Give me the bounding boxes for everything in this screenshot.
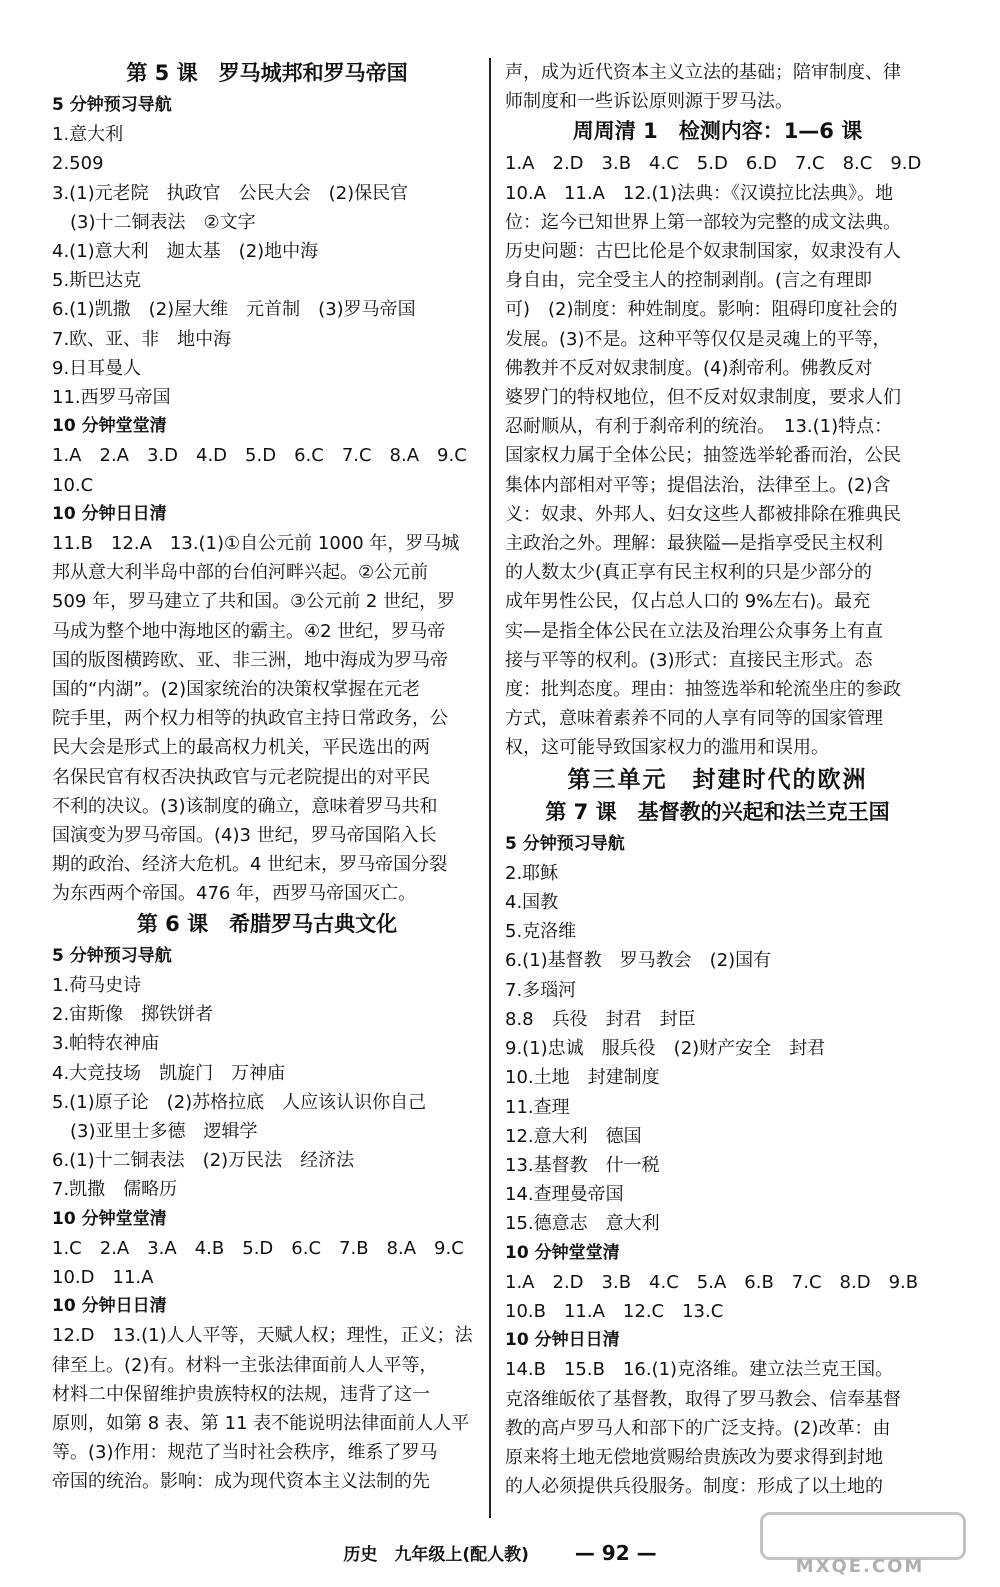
answer-line: 为东西两个帝国。476 年，西罗马帝国灭亡。 <box>52 883 417 905</box>
section-heading: 5 分钟预习导航 <box>52 95 172 115</box>
right-column <box>505 58 930 1501</box>
answer-line: 10.D 11.A <box>52 1266 154 1288</box>
answer-line: 材料二中保留维护贵族特权的法规，违背了这一 <box>52 1383 430 1405</box>
answer-line: 4.大竞技场 凯旋门 万神庙 <box>52 1062 286 1084</box>
answer-line: 12.意大利 德国 <box>505 1125 642 1147</box>
answer-line: 4.(1)意大利 迦太基 (2)地中海 <box>52 241 319 263</box>
answer-line: 国家权力属于全体公民；抽签选举轮番而治，公民 <box>505 445 901 467</box>
watermark-logo <box>760 1512 960 1577</box>
lesson-title: 第 6 课 希腊罗马古典文化 <box>136 911 398 936</box>
section-heading: 10 分钟日日清 <box>505 1330 620 1351</box>
section-heading: 5 分钟预习导航 <box>505 833 625 854</box>
answer-line: 发展。(3)不是。这种平等仅仅是灵魂上的平等， <box>505 328 891 350</box>
answer-line: 9.(1)忠诚 服兵役 (2)财产安全 封君 <box>505 1038 826 1060</box>
answer-line: 实—是指全体公民在立法及治理公众事务上有直 <box>505 620 883 642</box>
answer-line: 佛教并不反对奴隶制度。(4)刹帝利。佛教反对 <box>505 357 873 379</box>
answer-line: 1.荷马史诗 <box>52 974 142 996</box>
answer-line: (3)亚里士多德 逻辑学 <box>70 1120 258 1142</box>
answer-line: 8.8 兵役 封君 封臣 <box>505 1008 696 1030</box>
answer-line: 3.(1)元老院 执政官 公民大会 (2)保民官 <box>52 182 409 204</box>
answer-line: 2.耶稣 <box>505 862 559 884</box>
answer-line: 2.509 <box>52 153 104 175</box>
section-heading: 10 分钟日日清 <box>52 1296 167 1317</box>
answer-line: 10.A 11.A 12.(1)法典：《汉谟拉比法典》。地 <box>505 182 894 204</box>
answer-line: 忍耐顺从，有利于刹帝利的统治。 13.(1)特点： <box>505 416 893 438</box>
answer-line: 1.意大利 <box>52 124 124 146</box>
answer-line: 原来将土地无偿地赏赐给贵族改为要求得到封地 <box>505 1446 883 1468</box>
watermark-url: MXQE.COM <box>795 1556 925 1577</box>
answer-line: 9.日耳曼人 <box>52 357 142 379</box>
answer-line: 6.(1)凯撒 (2)屋大维 元首制 (3)罗马帝国 <box>52 299 416 321</box>
answer-line: 509 年，罗马建立了共和国。③公元前 2 世纪，罗 <box>52 591 456 613</box>
answer-line: 5.克洛维 <box>505 921 577 943</box>
section-heading: 10 分钟堂堂清 <box>52 416 167 437</box>
answer-line: 马成为整个地中海地区的霸主。④2 世纪，罗马帝 <box>52 620 446 642</box>
answer-line: 院手里，两个权力相等的执政官主持日常政务，公 <box>52 708 448 730</box>
page-number: — 92 — <box>574 1541 657 1565</box>
answer-line: 13.基督教 什一税 <box>505 1154 660 1176</box>
answer-line: 身自由，完全受主人的控制剥削。(言之有理即 <box>505 270 873 292</box>
answer-line: 1.C 2.A 3.A 4.B 5.D 6.C 7.B 8.A 9.C <box>52 1237 464 1259</box>
column-divider <box>489 58 491 1518</box>
answer-line: 7.多瑙河 <box>505 979 577 1001</box>
answer-line: 的人必须提供兵役服务。制度：形成了以土地的 <box>505 1476 883 1498</box>
unit-title: 第三单元 封建时代的欧洲 <box>567 766 868 793</box>
answer-line: 等。(3)作用：规范了当时社会秩序，维系了罗马 <box>52 1442 438 1464</box>
answer-line: 10.C <box>52 474 94 496</box>
answer-line: 集体内部相对平等；提倡法治，法律至上。(2)含 <box>505 474 891 496</box>
answer-line: 克洛维皈依了基督教，取得了罗马教会、信奉基督 <box>505 1388 901 1410</box>
answer-line: 7.欧、亚、非 地中海 <box>52 328 232 350</box>
answer-line: 师制度和一些诉讼原则源于罗马法。 <box>505 91 793 113</box>
lesson-title: 周周清 1 检测内容：1—6 课 <box>572 119 863 144</box>
watermark-badge <box>760 1512 966 1560</box>
answer-line: 2.宙斯像 掷铁饼者 <box>52 1004 214 1026</box>
answer-line: 的人数太少(真正享有民主权利的只是少部分的 <box>505 562 873 584</box>
answer-line: 5.斯巴达克 <box>52 270 142 292</box>
lesson-title: 第 5 课 罗马城邦和罗马帝国 <box>126 61 408 85</box>
answer-line: 11.查理 <box>505 1096 570 1118</box>
answer-line: (3)十二铜表法 ②文字 <box>70 211 256 233</box>
answer-line: 婆罗门的特权地位，但不反对奴隶制度，要求人们 <box>505 387 901 409</box>
answer-line: 4.国教 <box>505 892 559 914</box>
answer-line: 14.查理曼帝国 <box>505 1184 624 1206</box>
answer-line: 声，成为近代资本主义立法的基础；陪审制度、律 <box>505 62 901 83</box>
answer-line: 1.A 2.D 3.B 4.C 5.A 6.B 7.C 8.D 9.B <box>505 1271 919 1293</box>
answer-line: 律至上。(2)有。材料一主张法律面前人人平等， <box>52 1354 438 1376</box>
section-heading: 10 分钟堂堂清 <box>505 1242 620 1263</box>
section-heading: 5 分钟预习导航 <box>52 945 172 966</box>
answer-line: 成年男性公民，仅占总人口的 9%左右)。最充 <box>505 591 871 613</box>
answer-line: 5.(1)原子论 (2)苏格拉底 人应该认识你自己 <box>52 1091 427 1113</box>
footer-subject: 历史 九年级上(配人教) <box>343 1545 529 1565</box>
answer-line: 7.凯撒 儒略历 <box>52 1179 178 1201</box>
answer-line: 义：奴隶、外邦人、妇女这些人都被排除在雅典民 <box>505 503 901 525</box>
answer-line: 国演变为罗马帝国。(4)3 世纪，罗马帝国陷入长 <box>52 825 437 847</box>
answer-line: 期的政治、经济大危机。4 世纪末，罗马帝国分裂 <box>52 854 448 876</box>
answer-line: 15.德意志 意大利 <box>505 1213 660 1235</box>
answer-line: 主政治之外。理解：最狭隘—是指享受民主权利 <box>505 533 883 555</box>
answer-line: 10.B 11.A 12.C 13.C <box>505 1300 724 1322</box>
answer-line: 名保民官有权否决执政官与元老院提出的对平民 <box>52 766 430 788</box>
answer-line: 权，这可能导致国家权力的滥用和误用。 <box>505 737 829 759</box>
answer-line: 帝国的统治。影响：成为现代资本主义法制的先 <box>52 1471 430 1493</box>
answer-line: 民大会是形式上的最高权力机关，平民选出的两 <box>52 737 430 759</box>
answer-line: 原则，如第 8 表、第 11 表不能说明法律面前人人平 <box>52 1412 470 1434</box>
answer-line: 6.(1)十二铜表法 (2)万民法 经济法 <box>52 1150 355 1172</box>
answer-line: 10.土地 封建制度 <box>505 1067 660 1089</box>
answer-line: 14.B 15.B 16.(1)克洛维。建立法兰克王国。 <box>505 1359 894 1381</box>
answer-line: 邦从意大利半岛中部的台伯河畔兴起。②公元前 <box>52 562 429 584</box>
answer-line: 历史问题：古巴比伦是个奴隶制国家，奴隶没有人 <box>505 241 901 263</box>
answer-line: 11.西罗马帝国 <box>52 387 171 409</box>
section-heading: 10 分钟堂堂清 <box>52 1208 167 1229</box>
answer-line: 教的高卢罗马人和部下的广泛支持。(2)改革：由 <box>505 1417 891 1439</box>
answer-line: 国的“内湖”。(2)国家统治的决策权掌握在元老 <box>52 679 421 701</box>
left-column <box>52 58 482 1497</box>
answer-line: 11.B 12.A 13.(1)①自公元前 1000 年，罗马城 <box>52 533 460 555</box>
answer-line: 1.A 2.D 3.B 4.C 5.D 6.D 7.C 8.C 9.D <box>505 153 922 175</box>
answer-line: 不利的决议。(3)该制度的确立，意味着罗马共和 <box>52 795 438 817</box>
answer-line: 位：迄今已知世界上第一部较为完整的成文法典。 <box>505 211 901 233</box>
answer-line: 国的版图横跨欧、亚、非三洲，地中海成为罗马帝 <box>52 649 448 671</box>
answer-line: 6.(1)基督教 罗马教会 (2)国有 <box>505 950 772 972</box>
answer-line: 度：批判态度。理由：抽签选举和轮流坐庄的参政 <box>505 679 901 701</box>
answer-line: 接与平等的权利。(3)形式：直接民主形式。态 <box>505 649 873 671</box>
answer-line: 3.帕特农神庙 <box>52 1033 160 1055</box>
answer-line: 方式，意味着素养不同的人享有同等的国家管理 <box>505 708 883 730</box>
answer-line: 可) (2)制度：种姓制度。影响：阻碍印度社会的 <box>505 299 898 321</box>
answer-line: 1.A 2.A 3.D 4.D 5.D 6.C 7.C 8.A 9.C <box>52 445 467 467</box>
answer-line: 12.D 13.(1)人人平等，天赋人权；理性，正义；法 <box>52 1325 473 1347</box>
lesson-title: 第 7 课 基督教的兴起和法兰克王国 <box>545 799 890 824</box>
section-heading: 10 分钟日日清 <box>52 503 167 524</box>
